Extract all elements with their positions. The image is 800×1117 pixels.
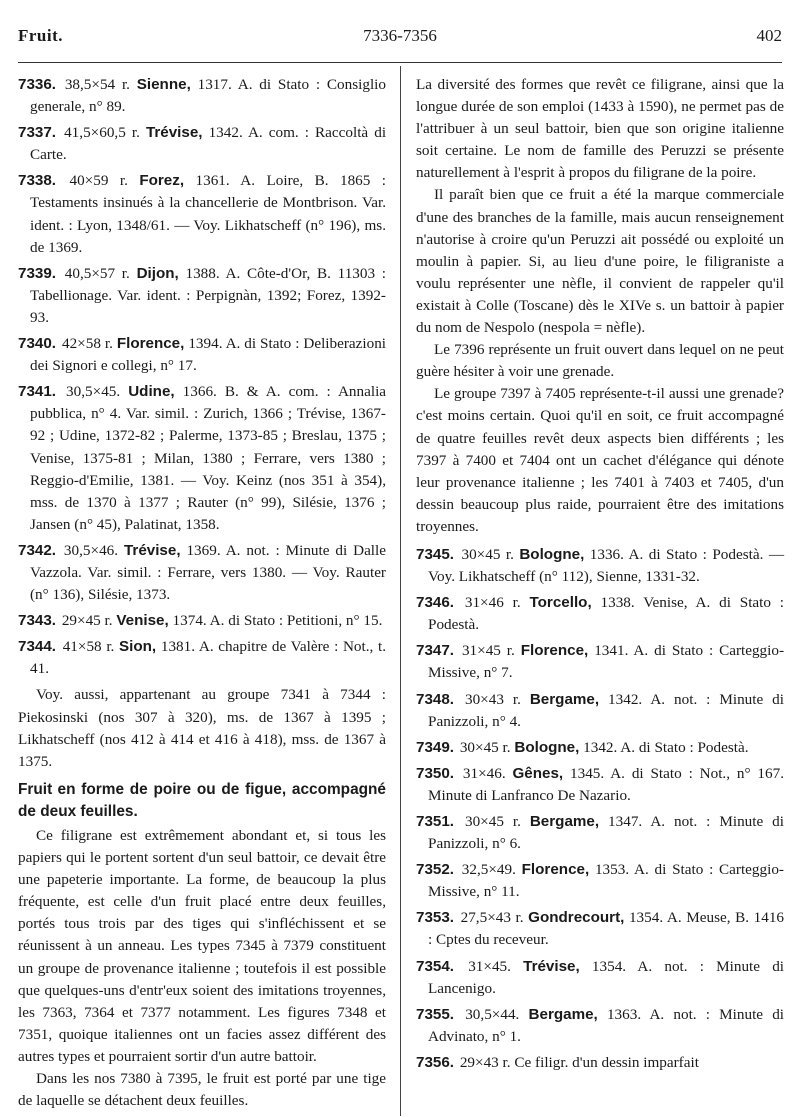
entry-dimensions: 30,5×46.: [63, 541, 119, 559]
entry-number: 7350.: [416, 764, 455, 782]
entry-details: 1338. Venise, A. di Stato : Podestà.: [428, 594, 785, 634]
entry-details: 1347. A. not. : Minute di Panizzoli, n° 6.: [428, 813, 784, 853]
entry-dimensions: 40×59 r.: [69, 172, 128, 190]
entry-dimensions: 29×43 r.: [459, 1053, 511, 1071]
watermark-entry: [416, 811, 784, 855]
watermark-entry: [18, 263, 386, 329]
running-title: Fruit.: [18, 26, 64, 45]
entry-dimensions: 30,5×44.: [465, 1005, 520, 1023]
watermark-entry: [18, 636, 386, 680]
entry-dimensions: 32,5×49.: [461, 861, 516, 879]
entry-dimensions: 41×58 r.: [62, 638, 115, 656]
commentary-paragraph-3: Le 7396 représente un fruit ouvert dans lequel on ne peut guère hésiter à voir une grenade.: [416, 341, 784, 381]
entry-number: 7347.: [416, 642, 455, 660]
entry-details: 1342. A. com. : Raccoltà di Carte.: [30, 124, 387, 164]
entry-city: Trévise,: [123, 541, 181, 559]
entry-number: 7337.: [18, 124, 57, 142]
commentary-paragraph-4: Le groupe 7397 à 7405 représente-t-il aussi une grenade? c'est moins certain. Quoi qu'il en soit, ce fruit accompagné de quatre feuilles revêt deux aspects bien différents ; les 7397 à 7400 et 7404 ont un cachet d'élégance qui dénote leur provenance italienne ; les 7401 à 7403 et 7405, d'un dessin beaucoup plus raide, pourraient être des imitations troyennes.: [416, 385, 784, 535]
entry-details: Ce filigr. d'un dessin imparfait: [514, 1053, 699, 1071]
entry-details: 1354. A. Meuse, B. 1416 : Cptes du receveur.: [428, 909, 785, 949]
left-entry-list: [18, 74, 386, 680]
entry-city: Venise,: [116, 612, 169, 630]
entry-details: 1394. A. di Stato : Deliberazioni dei Signori e collegi, n° 17.: [30, 335, 387, 375]
watermark-entry: [18, 333, 386, 377]
entry-city: Sienne,: [136, 76, 191, 93]
entry-city: Trévise,: [145, 124, 203, 142]
entry-city: Gênes,: [512, 764, 564, 782]
entry-dimensions: 31×46.: [462, 764, 506, 782]
entry-number: 7343.: [18, 612, 57, 630]
entry-number: 7349.: [416, 738, 455, 756]
watermark-entry: [416, 956, 784, 1000]
page-header: [18, 26, 782, 52]
entry-number: 7353.: [416, 909, 455, 927]
entry-city: Torcello,: [529, 594, 592, 612]
entry-dimensions: 40,5×57 r.: [64, 264, 130, 282]
entry-dimensions: 30×45 r.: [461, 545, 514, 563]
entry-dimensions: 31×46 r.: [464, 594, 521, 612]
watermark-entry: [416, 907, 784, 951]
section-heading-keyword: Fruit: [18, 780, 53, 798]
column-divider: [400, 66, 401, 1116]
entry-details: 1345. A. di Stato : Not., n° 167. Minute di Lanfranco De Nazario.: [428, 764, 784, 804]
entry-dimensions: 29×45 r.: [61, 612, 113, 630]
entry-details: 1363. A. not. : Minute di Advinato, n° 1.: [428, 1005, 785, 1045]
commentary-paragraph-2: Il paraît bien que ce fruit a été la marque commerciale d'une des branches de la famille, mais aucun renseignement n'autorise à croire qu'un Peruzzi ait possédé ou exploité un moulin à papier. Si, au lieu d'une poire, le filigraniste a voulu représenter une nèfle, il convient de rappeler qu'il existait à Colle (Toscane) dès le XIVe s. un battoir à papier du nom de Nespolo (nespola = nèfle).: [416, 186, 784, 337]
entry-number: 7345.: [416, 545, 455, 563]
entry-number: 7354.: [416, 957, 455, 975]
right-entry-list: [416, 544, 784, 1074]
entry-number: 7336.: [18, 76, 57, 93]
entry-number: 7356.: [416, 1053, 455, 1071]
entry-dimensions: 31×45 r.: [461, 642, 515, 660]
header-rule: [18, 62, 782, 63]
page-number: 402: [756, 26, 782, 45]
entry-dimensions: 30×45 r.: [464, 813, 521, 830]
entry-number: 7346.: [416, 594, 455, 612]
entry-city: Forez,: [139, 172, 185, 190]
entry-number: 7340.: [18, 335, 57, 353]
watermark-entry: [416, 640, 784, 684]
entry-city: Bergame,: [529, 813, 600, 830]
entry-details: 1336. A. di Stato : Podestà. — Voy. Likhatscheff (n° 112), Sienne, 1331-32.: [428, 545, 785, 586]
entry-city: Sion,: [119, 638, 157, 656]
section-heading-text: en forme de poire ou de figue, accompagné de deux feuilles.: [18, 780, 386, 820]
entry-dimensions: 42×58 r.: [61, 335, 113, 353]
entry-city: Bergame,: [529, 690, 600, 708]
intro-paragraph: Ce filigrane est extrêmement abondant et, si tous les papiers qui le portent sortent d'un seul battoir, ce devait être une papeterie importante. La forme, de beaucoup la plus fréquente, est celle d'un fruit placé entre deux feuilles, portés tous trois par des tiges qui s'infléchissent et se réunissent à un anneau. Les types 7345 à 7379 constituent un groupe de provenance italienne ; toutefois il est possible que quelques-uns d'entr'eux soient des imitations troyennes, les 7363, 7364 et 7377 notamment. Les figures 7348 et 7351, quoique italiennes ont un facies assez différent des autres types et pourraient sortir d'un autre battoir.: [18, 827, 386, 1065]
entry-details: 1374. A. di Stato : Petitioni, n° 15.: [172, 612, 383, 630]
watermark-entry: [18, 540, 386, 606]
entry-details: 1381. A. chapitre de Valère : Not., t. 41.: [30, 638, 387, 678]
entry-dimensions: 30,5×45.: [66, 383, 121, 401]
page-range: 7336-7356: [363, 26, 437, 45]
watermark-entry: [416, 1004, 784, 1048]
watermark-entry: [416, 763, 784, 807]
entry-city: Gondrecourt,: [528, 909, 625, 927]
left-column: [18, 74, 386, 1112]
entry-details: 1354. A. not. : Minute di Lancenigo.: [428, 957, 785, 997]
entry-details: 1369. A. not. : Minute di Dalle Vazzola. Var. simil. : Ferrare, vers 1380. — Voy. Rauter (n° 136), Silésie, 1373.: [30, 541, 386, 604]
entry-details: 1342. A. di Stato : Podestà.: [583, 738, 749, 756]
watermark-entry: [18, 381, 386, 536]
entry-details: 1342. A. not. : Minute di Panizzoli, n° 4.: [428, 690, 784, 730]
entry-dimensions: 31×45.: [468, 957, 511, 975]
entry-number: 7355.: [416, 1005, 455, 1023]
entry-city: Udine,: [128, 383, 175, 401]
entry-dimensions: 30×43 r.: [464, 690, 521, 708]
entry-city: Florence,: [521, 861, 590, 879]
watermark-entry: [18, 74, 386, 118]
entry-city: Bergame,: [528, 1005, 598, 1023]
entry-number: 7344.: [18, 638, 57, 656]
entry-number: 7341.: [18, 383, 57, 401]
entry-number: 7348.: [416, 690, 455, 708]
entry-dimensions: 30×45 r.: [459, 738, 511, 756]
entry-city: Florence,: [116, 335, 185, 353]
entry-city: Dijon,: [136, 264, 179, 282]
watermark-entry: [416, 1052, 784, 1074]
entry-dimensions: 41,5×60,5 r.: [64, 124, 140, 142]
entry-details: 1353. A. di Stato : Carteggio-Missive, n° 11.: [428, 861, 784, 901]
commentary-paragraph-1: La diversité des formes que revêt ce filigrane, ainsi que la longue durée de son emploi (1433 à 1590), ne permet pas de l'attribuer à un seul battoir, bien que son origine italienne soit certaine. Le nom de famille des Peruzzi se présente naturellement à l'esprit à propos du filigrane de la poire.: [416, 76, 784, 182]
entry-details: 1317. A. di Stato : Consiglio generale, n° 89.: [30, 76, 386, 116]
section-heading: [18, 779, 386, 823]
entry-number: 7338.: [18, 172, 57, 190]
entry-number: 7351.: [416, 813, 455, 830]
entry-city: Bologne,: [514, 738, 580, 756]
watermark-entry: [18, 122, 386, 166]
entry-dimensions: 27,5×43 r.: [460, 909, 524, 927]
entry-details: 1361. A. Loire, B. 1865 : Testaments insinués à la chancellerie de Montbrison. Var. ident. : Lyon, 1348/61. — Voy. Likhatscheff (n° 196), ms. de 1369.: [30, 172, 387, 256]
entry-dimensions: 38,5×54 r.: [64, 76, 130, 93]
entry-number: 7339.: [18, 264, 57, 282]
entry-details: 1341. A. di Stato : Carteggio-Missive, n° 7.: [428, 642, 785, 682]
entry-details: 1366. B. & A. com. : Annalia pubblica, n° 4. Var. simil. : Zurich, 1366 ; Trévise, 1367-92 ; Udine, 1372-82 ; Palerme, 1373-85 ; Breslau, 1375 ; Venise, 1375-81 ; Milan, 1380 ; Ferrare, vers 1380 ; Reggio-d'Emilie, 1381. — Voy. Keinz (nos 351 à 354), mss. de 1370 à 1377 ; Rauter (n° 99), Silésie, 1376 ; Jansen (n° 45), Palatinat, 1358.: [30, 383, 387, 533]
entry-number: 7352.: [416, 861, 455, 879]
watermark-entry: [416, 859, 784, 903]
entry-city: Bologne,: [519, 545, 585, 563]
watermark-entry: [416, 544, 784, 588]
right-column: [416, 74, 784, 1078]
watermark-entry: [416, 737, 784, 759]
watermark-entry: [416, 689, 784, 733]
entry-details: 1388. A. Côte-d'Or, B. 11303 : Tabellionage. Var. ident. : Perpignàn, 1392; Forez, 1392-93.: [30, 264, 387, 326]
intro-paragraph-2: Dans les nos 7380 à 7395, le fruit est porté par une tige de laquelle se détachent deux feuilles.: [18, 1070, 386, 1110]
entry-city: Trévise,: [523, 957, 580, 975]
watermark-entry: [416, 592, 784, 636]
watermark-entry: [18, 170, 386, 258]
watermark-entry: [18, 610, 386, 632]
see-also-paragraph: Voy. aussi, appartenant au groupe 7341 à 7344 : Piekosinski (nos 307 à 320), ms. de 1367 à 1395 ; Likhatscheff (nos 412 à 414 et 416 à 418), mss. de 1367 à 1375.: [18, 686, 386, 770]
entry-city: Florence,: [520, 642, 589, 660]
entry-number: 7342.: [18, 541, 57, 559]
